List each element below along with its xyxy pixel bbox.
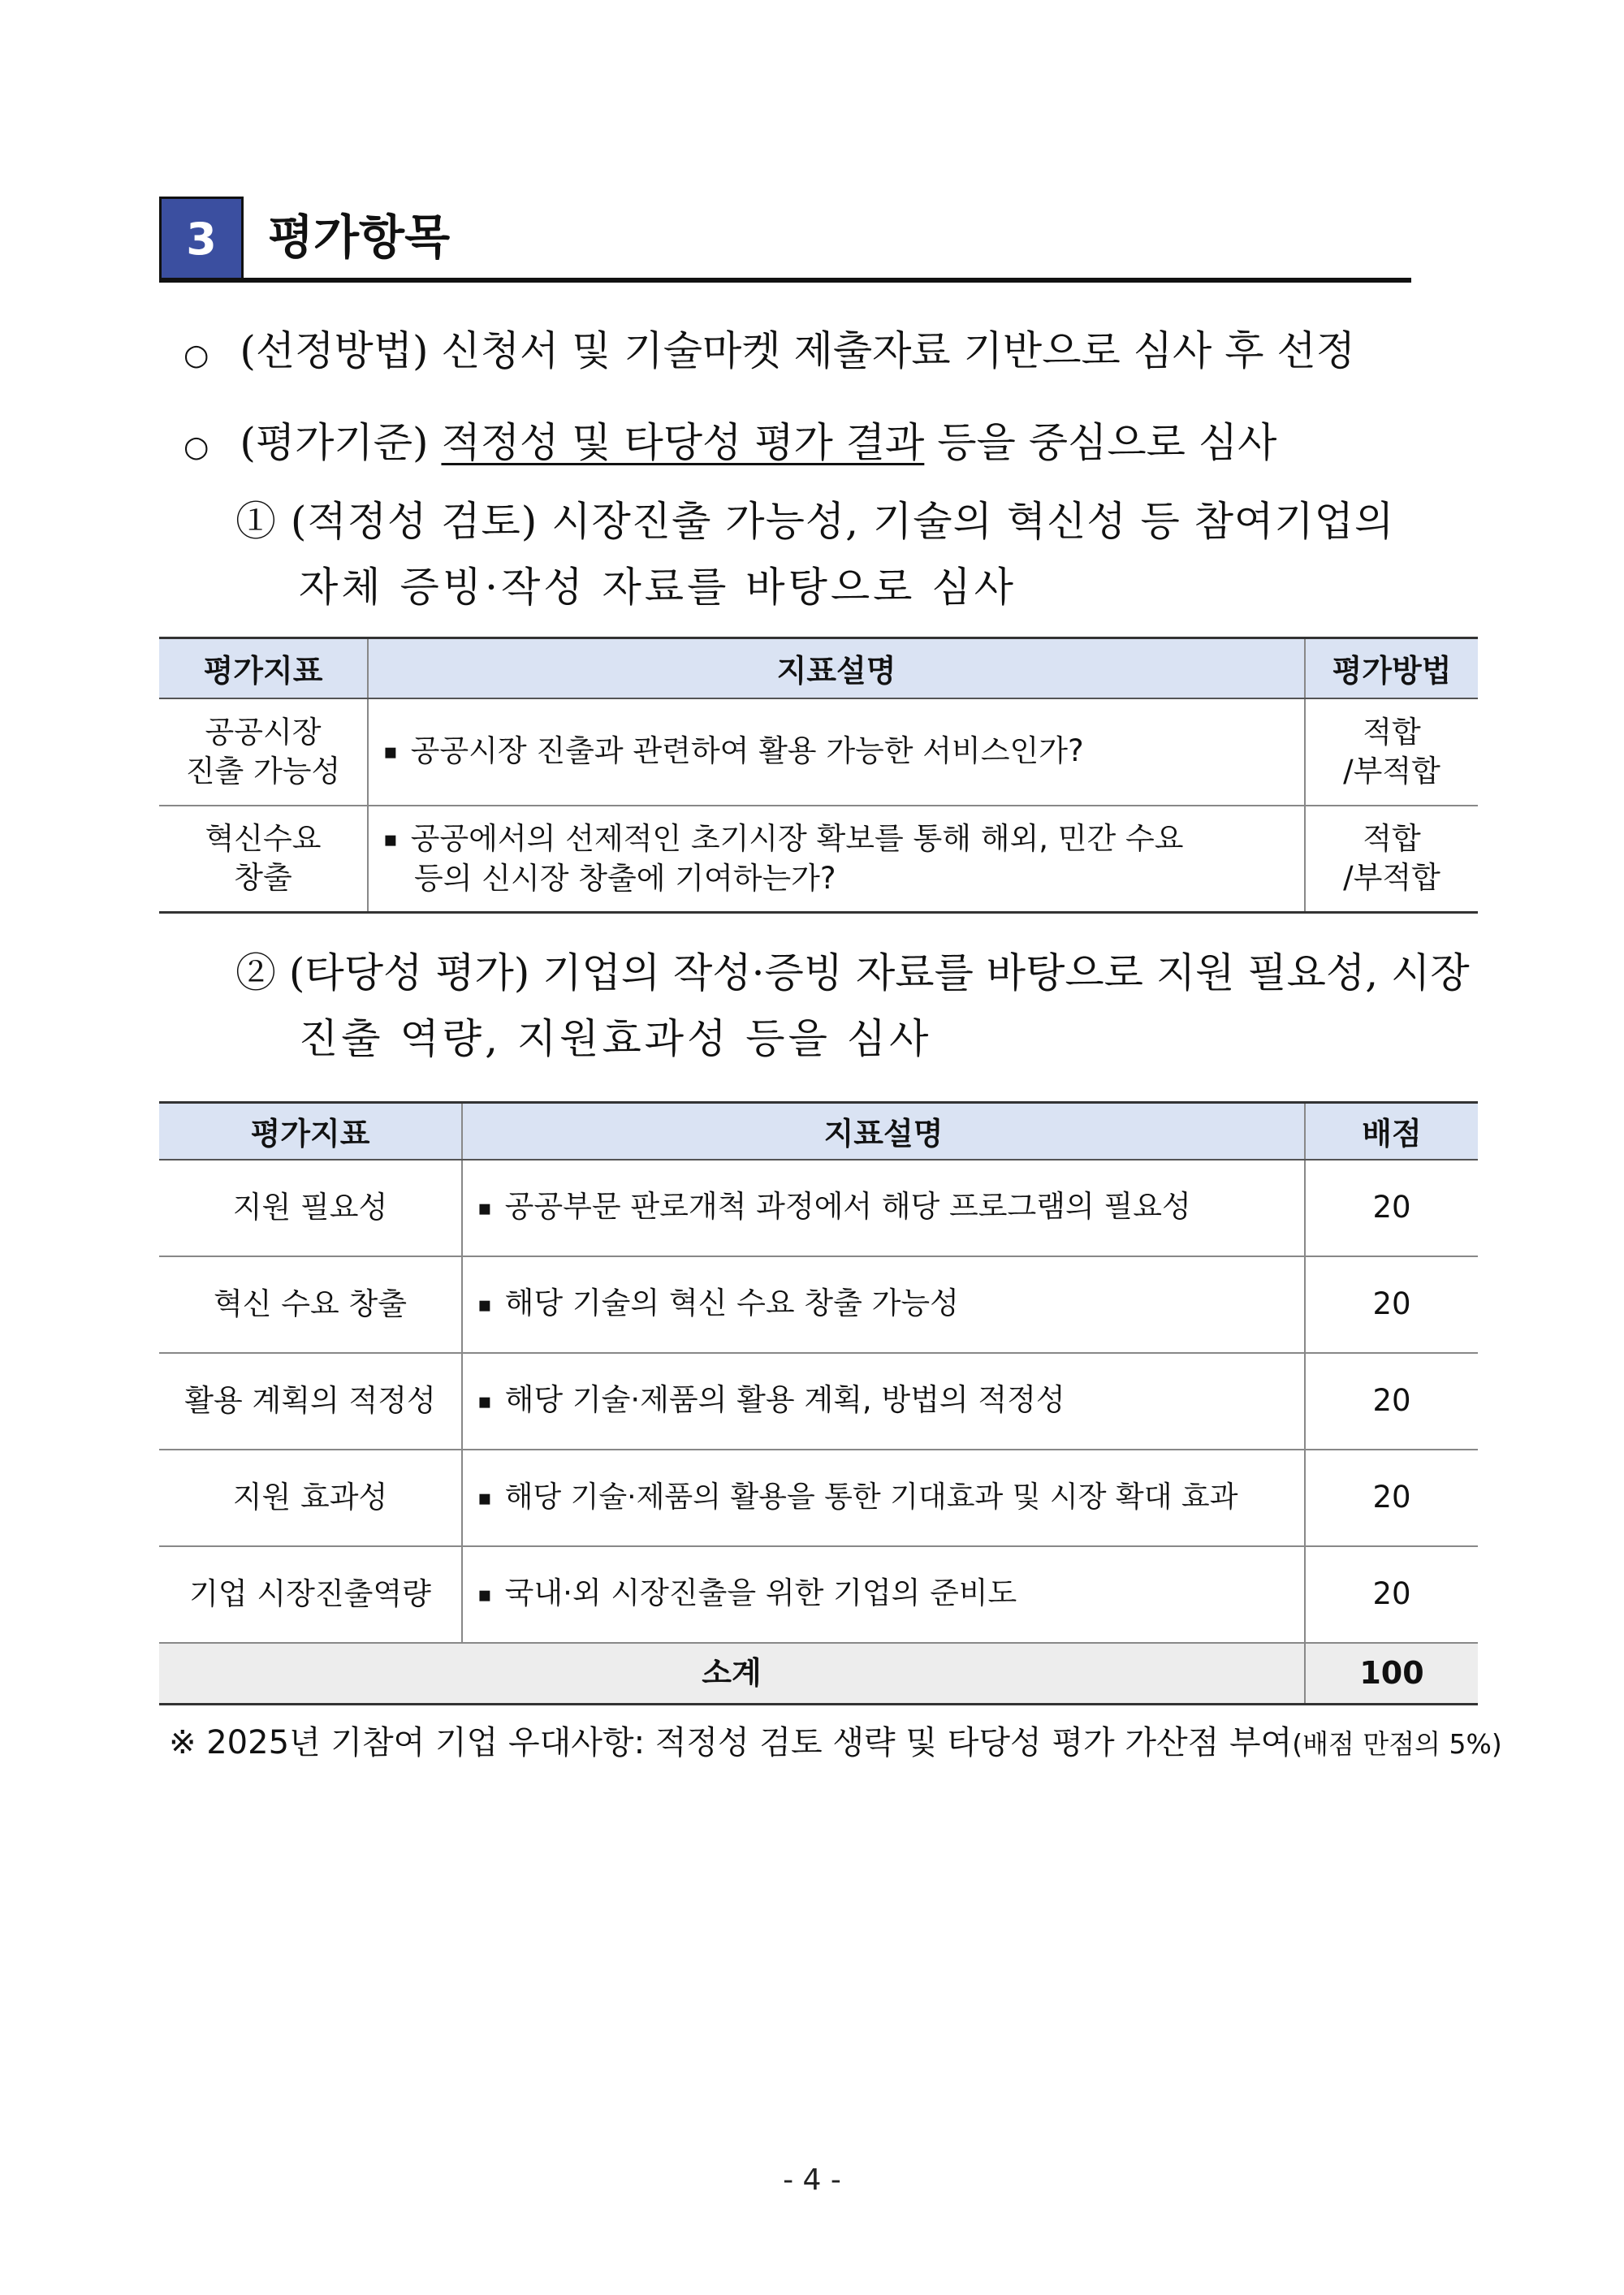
circle-bullet: ○ xyxy=(184,430,209,464)
header-indicator: 평가지표 xyxy=(159,1103,462,1160)
header-description: 지표설명 xyxy=(462,1103,1305,1160)
section-divider xyxy=(159,278,1411,283)
description-cell: ▪ 국내·외 시장진출을 위한 기업의 준비도 xyxy=(462,1546,1305,1643)
square-bullet-icon: ▪ xyxy=(477,1389,492,1414)
table-row xyxy=(159,1256,1478,1353)
section-title: 평가항목 xyxy=(268,210,451,265)
method-cell: 적합 /부적합 xyxy=(1305,698,1478,806)
square-bullet-icon: ▪ xyxy=(383,740,398,765)
indicator-cell: 지원 효과성 xyxy=(159,1450,462,1546)
note-small: (배점 만점의 5%) xyxy=(1292,1728,1502,1760)
score-cell: 20 xyxy=(1305,1353,1478,1450)
table-row xyxy=(159,1450,1478,1546)
indicator-cell: 혁신수요 창출 xyxy=(159,806,368,913)
square-bullet-icon: ▪ xyxy=(477,1195,492,1221)
table-row xyxy=(159,1160,1478,1256)
validity-table xyxy=(159,1101,1478,1705)
description-cell: ▪ 공공에서의 선제적인 초기시장 확보를 통해 해외, 민간 수요 등의 신시장 창출에 기여하는가? xyxy=(368,806,1305,913)
score-cell: 20 xyxy=(1305,1546,1478,1643)
section-number-badge: 3 xyxy=(159,197,244,281)
indicator-cell: 기업 시장진출역량 xyxy=(159,1546,462,1643)
appropriateness-table xyxy=(159,637,1478,914)
item2-line1: ② (타당성 평가) 기업의 작성·증빙 자료를 바탕으로 지원 필요성, 시장 xyxy=(235,949,1470,996)
page-number: - 4 - xyxy=(783,2163,841,2197)
item1-line1: ① (적정성 검토) 시장진출 가능성, 기술의 혁신성 등 참여기업의 xyxy=(235,498,1395,545)
table-row xyxy=(159,1353,1478,1450)
table-row xyxy=(159,1546,1478,1643)
square-bullet-icon: ▪ xyxy=(477,1292,492,1317)
criteria-prefix: (평가기준) xyxy=(240,419,429,466)
preference-note xyxy=(169,1718,1502,1769)
indicator-cell: 활용 계획의 적정성 xyxy=(159,1353,462,1450)
square-bullet-icon: ▪ xyxy=(477,1485,492,1511)
item2-line2: 진출 역량, 지원효과성 등을 심사 xyxy=(299,1015,932,1062)
method-cell: 적합 /부적합 xyxy=(1305,806,1478,913)
square-bullet-icon: ▪ xyxy=(383,828,398,852)
description-cell: ▪ 해당 기술의 혁신 수요 창출 가능성 xyxy=(462,1256,1305,1353)
circle-bullet: ○ xyxy=(184,339,209,372)
total-label: 소계 xyxy=(159,1643,1305,1705)
selection-method-text: (선정방법) 신청서 및 기술마켓 제출자료 기반으로 심사 후 선정 xyxy=(240,327,1355,374)
description-cell: ▪ 해당 기술·제품의 활용을 통한 기대효과 및 시장 확대 효과 xyxy=(462,1450,1305,1546)
criteria-underlined: 적정성 및 타당성 평가 결과 xyxy=(441,419,925,466)
square-bullet-icon: ▪ xyxy=(477,1582,492,1607)
score-cell: 20 xyxy=(1305,1160,1478,1256)
description-cell: ▪ 공공시장 진출과 관련하여 활용 가능한 서비스인가? xyxy=(368,698,1305,806)
header-indicator: 평가지표 xyxy=(159,638,368,698)
indicator-cell: 지원 필요성 xyxy=(159,1160,462,1256)
criteria-suffix: 등을 중심으로 심사 xyxy=(937,419,1277,466)
description-cell: ▪ 해당 기술·제품의 활용 계획, 방법의 적정성 xyxy=(462,1353,1305,1450)
header-method: 평가방법 xyxy=(1305,638,1478,698)
indicator-cell: 혁신 수요 창출 xyxy=(159,1256,462,1353)
table-total-row xyxy=(159,1643,1478,1705)
indicator-cell: 공공시장 진출 가능성 xyxy=(159,698,368,806)
header-description: 지표설명 xyxy=(368,638,1305,698)
score-cell: 20 xyxy=(1305,1450,1478,1546)
evaluation-criteria-line xyxy=(184,414,1276,476)
selection-method-line xyxy=(184,322,1355,384)
note-main: ※ 2025년 기참여 기업 우대사항: 적정성 검토 생략 및 타당성 평가 가산점 부여 xyxy=(169,1724,1293,1761)
header-score: 배점 xyxy=(1305,1103,1478,1160)
total-score: 100 xyxy=(1305,1643,1478,1705)
table-row xyxy=(159,806,1478,913)
description-cell: ▪ 공공부문 판로개척 과정에서 해당 프로그램의 필요성 xyxy=(462,1160,1305,1256)
score-cell: 20 xyxy=(1305,1256,1478,1353)
item1-line2: 자체 증빙·작성 자료를 바탕으로 심사 xyxy=(299,564,1017,611)
table-row xyxy=(159,698,1478,806)
